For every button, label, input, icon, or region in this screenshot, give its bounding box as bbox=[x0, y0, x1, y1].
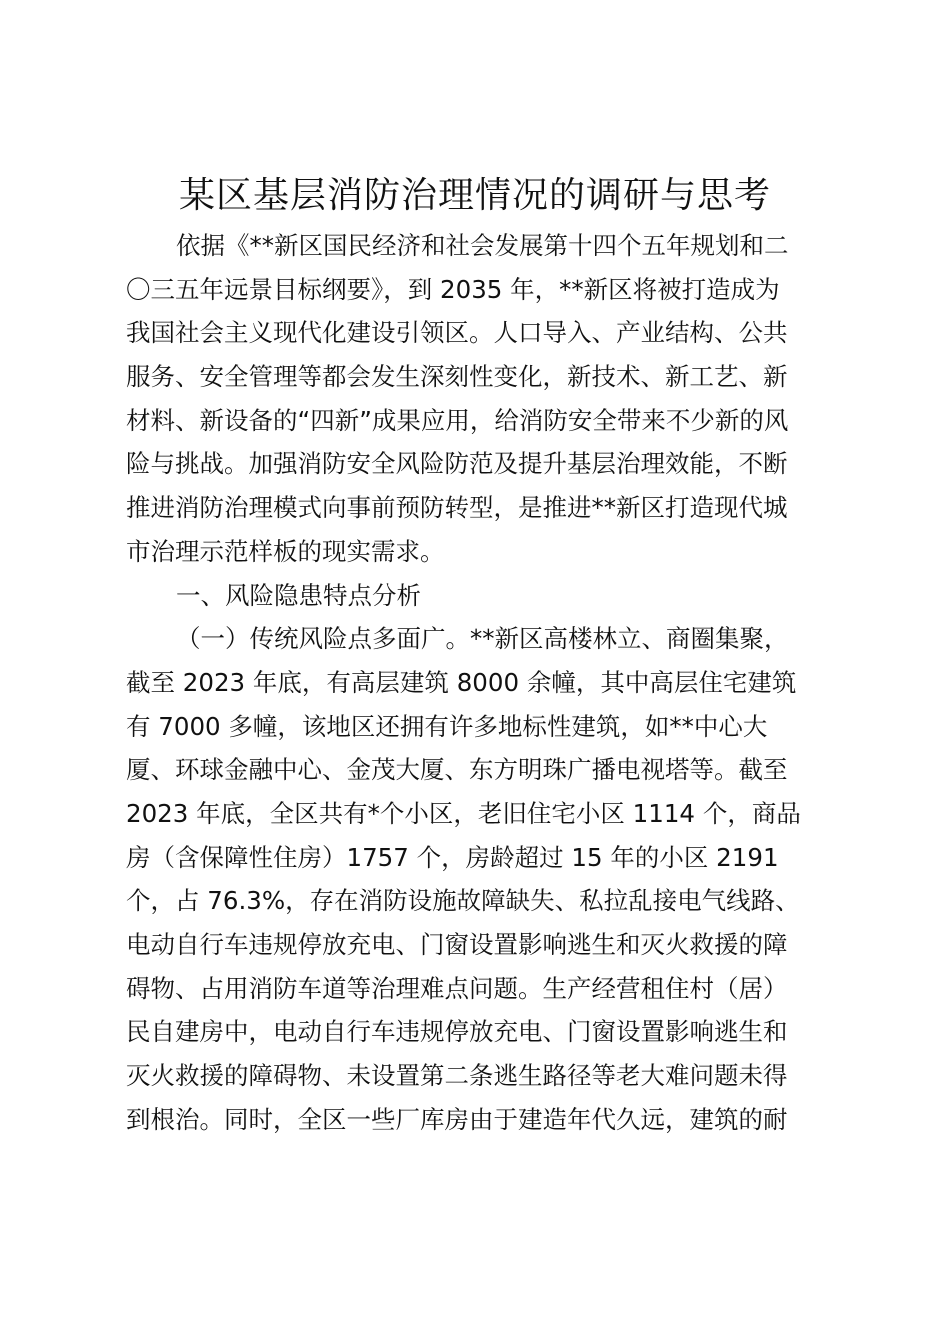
paragraph-line: 材料、新设备的“四新”成果应用，给消防安全带来不少新的风 bbox=[126, 405, 789, 435]
paragraph-line: 房（含保障性住房）1757 个，房龄超过 15 年的小区 2191 bbox=[126, 842, 779, 872]
paragraph-line: 服务、安全管理等都会发生深刻性变化，新技术、新工艺、新 bbox=[126, 362, 788, 392]
paragraph-line: （一）传统风险点多面广。**新区高楼林立、商圈集聚， bbox=[176, 624, 789, 654]
paragraph-line: 民自建房中，电动自行车违规停放充电、门窗设置影响逃生和 bbox=[126, 1017, 788, 1047]
paragraph-line: 推进消防治理模式向事前预防转型，是推进**新区打造现代城 bbox=[126, 493, 788, 523]
paragraph-line: 到根治。同时，全区一些厂库房由于建造年代久远，建筑的耐 bbox=[126, 1104, 788, 1134]
paragraph-line: 有 7000 多幢，该地区还拥有许多地标性建筑，如**中心大 bbox=[126, 711, 768, 741]
paragraph-line: 险与挑战。加强消防安全风险防范及提升基层治理效能，不断 bbox=[126, 449, 788, 479]
paragraph-line: 我国社会主义现代化建设引领区。人口导入、产业结构、公共 bbox=[126, 318, 788, 348]
paragraph-line: 厦、环球金融中心、金茂大厦、东方明珠广播电视塔等。截至 bbox=[126, 755, 788, 785]
paragraph-line: 〇三五年远景目标纲要》，到 2035 年，**新区将被打造成为 bbox=[126, 274, 780, 304]
paragraph-line: 碍物、占用消防车道等治理难点问题。生产经营租住村（居） bbox=[126, 973, 788, 1003]
document-body bbox=[126, 224, 826, 1141]
document-title: 某区基层消防治理情况的调研与思考 bbox=[178, 175, 771, 216]
paragraph-line: 市治理示范样板的现实需求。 bbox=[126, 536, 445, 566]
paragraph-line: 依据《**新区国民经济和社会发展第十四个五年规划和二 bbox=[176, 231, 789, 260]
paragraph-line: 灭火救援的障碍物、未设置第二条逃生路径等老大难问题未得 bbox=[126, 1061, 788, 1091]
paragraph-line: 电动自行车违规停放充电、门窗设置影响逃生和灭火救援的障 bbox=[126, 930, 788, 959]
paragraph-line: 2023 年底，全区共有*个小区，老旧住宅小区 1114 个，商品 bbox=[126, 798, 801, 828]
paragraph-line: 个，占 76.3%，存在消防设施故障缺失、私拉乱接电气线路、 bbox=[126, 886, 800, 916]
section-heading: 一、风险隐患特点分析 bbox=[176, 580, 421, 610]
paragraph-line: 截至 2023 年底，有高层建筑 8000 余幢，其中高层住宅建筑 bbox=[126, 667, 797, 697]
